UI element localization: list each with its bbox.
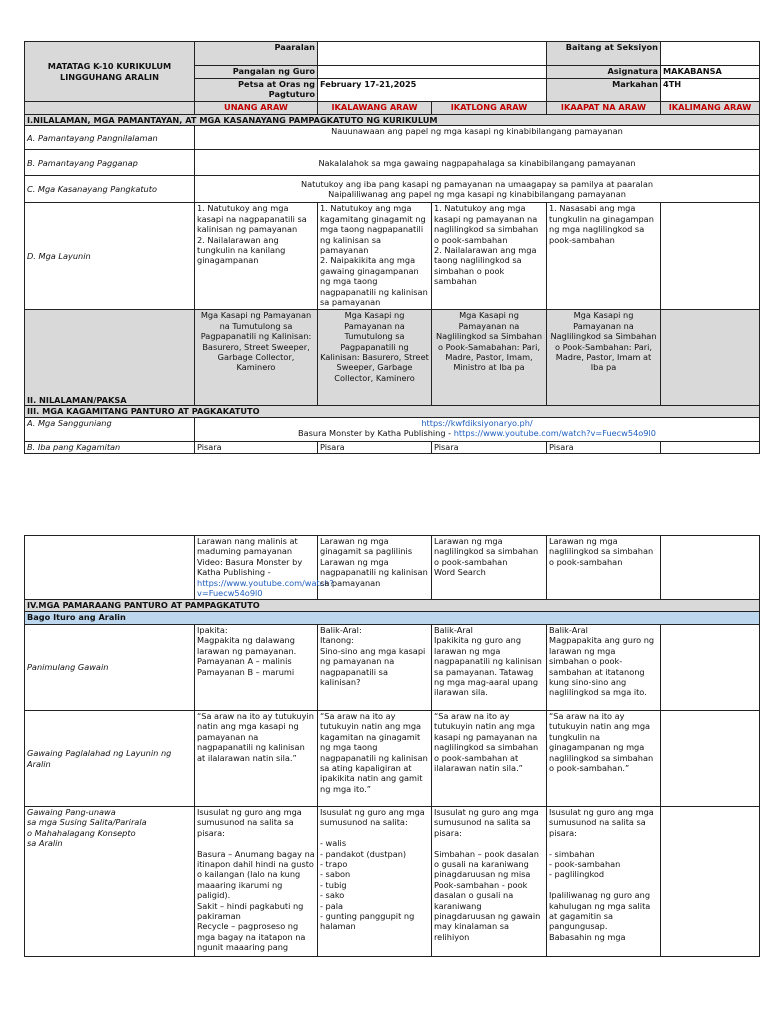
pang-unawa-day-5 bbox=[661, 807, 760, 957]
panimulang-gawain-label: Panimulang Gawain bbox=[25, 625, 195, 711]
kagamitan-cont-label bbox=[25, 536, 195, 600]
guro-value[interactable] bbox=[318, 66, 547, 79]
mga-layunin-label: D. Mga Layunin bbox=[25, 203, 195, 310]
iba-pang-kagamitan-label: B. Iba pang Kagamitan bbox=[25, 441, 195, 453]
kasanayang-pangkatuto-value: Natutukoy ang iba pang kasapi ng pamayanan na umaagapay sa pamilya at paaralan Naipaliliwanag ang papel ng mga kasapi ng kinabibilangang pamayanan bbox=[195, 176, 760, 203]
youtube-video-link[interactable]: https://www.youtube.com/watch?v=Fuecw54o9l0 bbox=[197, 577, 334, 599]
kwf-diksiyonaryo-link[interactable]: https://kwfdiksiyonaryo.ph/ bbox=[421, 417, 533, 428]
section1-title: I.NILALAMAN, MGA PAMANTAYAN, AT MGA KASANAYANG PAMPAGKATUTO NG KURIKULUM bbox=[25, 115, 760, 126]
pamantayang-pangnilalaman-label: A. Pamantayang Pangnilalaman bbox=[25, 126, 195, 150]
paglalahad-day-2: “Sa araw na ito ay tutukuyin natin ang mga kagamitan na ginagamit ng mga taong nagpapanatili ng kalinisan sa ating kapaligiran at ipakikita natin ang gamit ng mga ito.” bbox=[318, 711, 432, 807]
bago-ituro-header: Bago Ituro ang Aralin bbox=[25, 612, 760, 625]
asignatura-value: MAKABANSA bbox=[661, 66, 760, 79]
kagamitan-day-5 bbox=[661, 441, 760, 453]
day-header-2: IKALAWANG ARAW bbox=[318, 102, 432, 115]
panimulang-day-3: Balik-Aral Ipakikita ng guro ang larawan ng mga nagpapanatili ng kalinisan sa pamayanan. Tatawag ng mga mag-aaral upang ilarawan sila. bbox=[432, 625, 547, 711]
layunin-day-2: 1. Natutukoy ang mga kagamitang ginagamit ng mga taong nagpapanatili ng kalinisan sa pamayanan 2. Naipakikita ang mga gawaing ginagampanan ng mga taong nagpapanatili ng kalinisan sa pamayanan bbox=[318, 203, 432, 310]
kagamitan-day-1: Pisara bbox=[195, 441, 318, 453]
pamantayang-pagganap-label: B. Pamantayang Pagganap bbox=[25, 150, 195, 176]
paglalahad-day-3: “Sa araw na ito ay tutukuyin natin ang mga kasapi ng pamayanan na naglilingkod sa simbahan o pook-sambahan at ilalarawan natin sila.” bbox=[432, 711, 547, 807]
section4-title: IV.MGA PAMARAANG PANTURO AT PAMPAGKATUTO bbox=[25, 600, 760, 612]
paksa-day-4: Mga Kasapi ng Pamayanan na Naglilingkod sa Simbahan o Pook-Sambahan: Pari, Madre, Pastor, Imam at Iba pa bbox=[547, 310, 661, 406]
paksa-day-5 bbox=[661, 310, 760, 406]
paksa-day-3: Mga Kasapi ng Pamayanan na Naglilingkod sa Simbahan o Pook-Samabahan: Pari, Madre, Pastor, Imam, Ministro at Iba pa bbox=[432, 310, 547, 406]
day-header-blank bbox=[25, 102, 195, 115]
layunin-day-3: 1. Natutukoy ang mga kasapi ng pamayanan na naglilingkod sa simbahan o pook-sambahan 2. Nailalarawan ang mga taong naglilingkod sa simbahan o pook sambahan bbox=[432, 203, 547, 310]
pang-unawa-day-2: Isusulat ng guro ang mga sumusunod na salita: - walis - pandakot (dustpan) - trapo - sabon - tubig - sako - pala - gunting panggupit ng halaman bbox=[318, 807, 432, 957]
day-header-3: IKATLONG ARAW bbox=[432, 102, 547, 115]
paaralan-value[interactable] bbox=[318, 42, 547, 66]
panimulang-day-5 bbox=[661, 625, 760, 711]
layunin-day-1: 1. Natutukoy ang mga kasapi na nagpapanatili sa kalinisan ng pamayanan 2. Nailalarawan ang tungkulin na kanilang ginagampanan bbox=[195, 203, 318, 310]
kasanayang-pangkatuto-label: C. Mga Kasanayang Pangkatuto bbox=[25, 176, 195, 203]
markahan-label: Markahan bbox=[547, 79, 661, 102]
day-header-4: IKAAPAT NA ARAW bbox=[547, 102, 661, 115]
kagamitan-cont-day-3: Larawan ng mga naglilingkod sa simbahan o pook-sambahan Word Search bbox=[432, 536, 547, 600]
youtube-link[interactable]: https://www.youtube.com/watch?v=Fuecw54o9l0 bbox=[453, 428, 657, 439]
mga-sangguniang-label: A. Mga Sangguniang bbox=[25, 417, 195, 441]
baitang-value[interactable] bbox=[661, 42, 760, 66]
basura-monster-text: Basura Monster by Katha Publishing - bbox=[297, 428, 454, 439]
guro-label: Pangalan ng Guro bbox=[195, 66, 318, 79]
pang-unawa-day-4: Isusulat ng guro ang mga sumusunod na salita sa pisara: - simbahan - pook-sambahan - paglilingkod Ipaliliwanag ng guro ang kahulugan ng mga salita at gagamitin sa pangungusap. Babasahin ng mga bbox=[547, 807, 661, 957]
kagamitan-day-3: Pisara bbox=[432, 441, 547, 453]
kagamitan-cont-day-1 bbox=[195, 536, 334, 600]
lesson-plan-table-page2 bbox=[24, 535, 760, 957]
paaralan-label: Paaralan bbox=[195, 42, 318, 66]
pamantayang-pangnilalaman-value: Nauunawaan ang papel ng mga kasapi ng kinabibilangang pamayanan bbox=[195, 126, 760, 150]
day-header-5: IKALIMANG ARAW bbox=[661, 102, 760, 115]
layunin-day-5 bbox=[661, 203, 760, 310]
petsa-label: Petsa at Oras ng Pagtuturo bbox=[195, 79, 318, 102]
plan-title: MATATAG K-10 KURIKULUM LINGGUHANG ARALIN bbox=[25, 42, 195, 102]
section3-title: III. MGA KAGAMITANG PANTURO AT PAGKAKATUTO bbox=[25, 406, 760, 417]
pamantayang-pagganap-value: Nakalalahok sa mga gawaing nagpapahalaga sa kinabibilangang pamayanan bbox=[195, 150, 760, 176]
day-header-1: UNANG ARAW bbox=[195, 102, 318, 115]
petsa-value: February 17-21,2025 bbox=[318, 79, 547, 102]
pang-unawa-day-3: Isusulat ng guro ang mga sumusunod na salita sa pisara: Simbahan – pook dasalan o gusali na karaniwang pinagdaruusan ng misa Pook-sambahan - pook dasalan o gusali na karaniwang pinagdaruusan ng gawain may kinalaman sa relihiyon bbox=[432, 807, 547, 957]
kagamitan-cont-day-1-text: Larawan nang malinis at maduming pamayanan Video: Basura Monster by Katha Publishing - bbox=[197, 536, 303, 578]
paksa-day-1: Mga Kasapi ng Pamayanan na Tumutulong sa Pagpapanatili ng Kalinisan: Basurero, Street Sweeper, Garbage Collector, Kaminero bbox=[195, 310, 318, 406]
kagamitan-day-4: Pisara bbox=[547, 441, 661, 453]
pang-unawa-label: Gawaing Pang-unawa sa mga Susing Salita/Parirala o Mahahalagang Konsepto sa Aralin bbox=[25, 807, 195, 957]
paksa-day-2: Mga Kasapi ng Pamayanan na Tumutulong sa Pagpapanatili ng Kalinisan: Basurero, Street Sweeper, Garbage Collector, Kaminero bbox=[318, 310, 432, 406]
panimulang-day-1: Ipakita: Magpakita ng dalawang larawan ng pamayanan. Pamayanan A – malinis Pamayanan B – marumi bbox=[195, 625, 318, 711]
baitang-label: Baitang at Seksiyon bbox=[547, 42, 661, 66]
layunin-day-4: 1. Nasasabi ang mga tungkulin na ginagampan ng mga naglilingkod sa pook-sambahan bbox=[547, 203, 661, 310]
kagamitan-cont-day-5 bbox=[661, 536, 760, 600]
kagamitan-day-2: Pisara bbox=[318, 441, 432, 453]
nilalaman-paksa-label: II. NILALAMAN/PAKSA bbox=[25, 310, 195, 406]
mga-sangguniang-value bbox=[195, 417, 760, 441]
paglalahad-day-1: “Sa araw na ito ay tutukuyin natin ang mga kasapi ng pamayanan na nagpapanatili ng kalinisan at ilalarawan natin sila.” bbox=[195, 711, 318, 807]
pang-unawa-day-1: Isusulat ng guro ang mga sumusunod na salita sa pisara: Basura – Anumang bagay na itinapon dahil hindi na gusto o kailangan (lalo na kung maaaring ikarumi ng paligid). Sakit – hindi pagkabuti ng pakiraman Recycle – pagproseso ng mga bagay na itatapon na ngunit maaaring pang bbox=[195, 807, 318, 957]
paglalahad-layunin-label: Gawaing Paglalahad ng Layunin ng Aralin bbox=[25, 711, 195, 807]
paglalahad-day-4: “Sa araw na ito ay tutukuyin natin ang mga tungkulin na ginagampanan ng mga naglilingkod sa simbahan o pook-sambahan.” bbox=[547, 711, 661, 807]
markahan-value: 4TH bbox=[661, 79, 760, 102]
lesson-plan-table-page1 bbox=[24, 41, 760, 454]
panimulang-day-2: Balik-Aral: Itanong: Sino-sino ang mga kasapi ng pamayanan na nagpapanatili sa kalinisan? bbox=[318, 625, 432, 711]
kagamitan-cont-day-2: Larawan ng mga ginagamit sa paglilinis Larawan ng mga nagpapanatili ng kalinisan sa pamayanan bbox=[318, 536, 432, 600]
kagamitan-cont-day-4: Larawan ng mga naglilingkod sa simbahan o pook-sambahan bbox=[547, 536, 661, 600]
paglalahad-day-5 bbox=[661, 711, 760, 807]
asignatura-label: Asignatura bbox=[547, 66, 661, 79]
panimulang-day-4: Balik-Aral Magpapakita ang guro ng larawan ng mga simbahan o pook-sambahan at itatanong kung sino-sino ang naglilingkod sa mga ito. bbox=[547, 625, 661, 711]
